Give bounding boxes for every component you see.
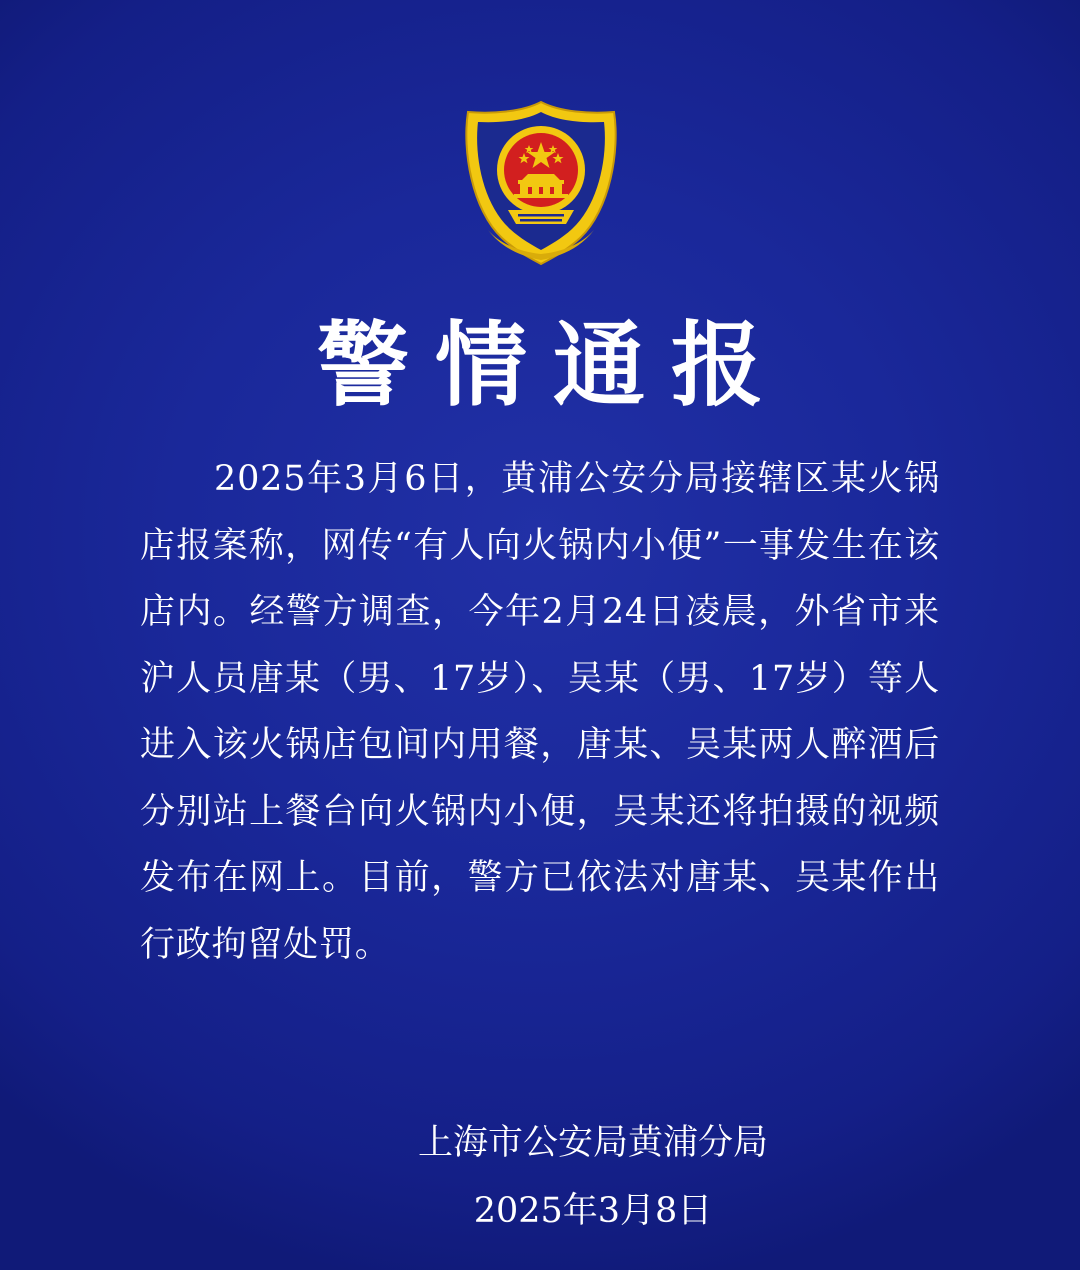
issuer-signature: 上海市公安局黄浦分局 [417,1123,768,1163]
page-title: 警情通报 [316,312,789,419]
police-badge-icon [458,98,624,270]
issue-date: 2025年3月8日 [473,1191,713,1231]
notice-body: 2025年3月6日，黄浦公安分局接辖区某火锅店报案称，网传“有人向火锅内小便”一事发生在该店内。经警方调查，今年2月24日凌晨，外省市来沪人员唐某（男、17岁）、吴某（男、17岁）等人进入该火锅店包间内用餐，唐某、吴某两人醉酒后分别站上餐台向火锅内小便，吴某还将拍摄的视频发布在网上。目前，警方已依法对唐某、吴某作出行政拘留处罚。 [140,459,940,965]
